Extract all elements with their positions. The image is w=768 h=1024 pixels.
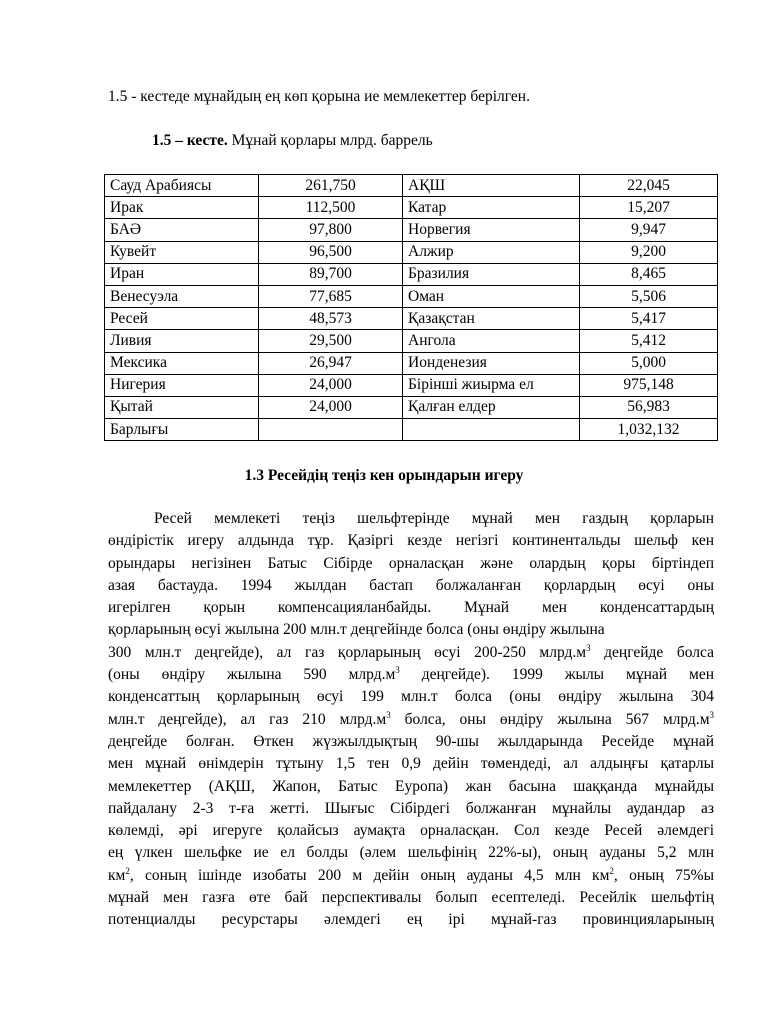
country-cell: Ливия — [105, 330, 259, 352]
table-row — [105, 175, 718, 197]
superscript-2: 2 — [609, 865, 614, 876]
country-cell: БАӘ — [105, 219, 259, 241]
paragraph-line: қорларының өсуі жылына 200 млн.т деңгейінде болса (оны өндіру жылына — [108, 621, 605, 639]
paragraph-line: деңгейде болған. Өткен жүзжылдықтың 90-шы жылдарында Ресейде мұнай — [108, 732, 714, 750]
superscript-2: 2 — [125, 865, 130, 876]
body-paragraph — [108, 508, 714, 932]
paragraph-line: игерілген қорын компенсацияланбайды. Мұнай мен конденсаттардың — [108, 599, 714, 617]
country-cell: Венесуэла — [105, 285, 259, 307]
reserve-cell: 97,800 — [259, 219, 403, 241]
country-cell: Иран — [105, 263, 259, 285]
reserve-cell: 24,000 — [259, 374, 403, 396]
paragraph-line: потенциалды ресурстары әлемдегі ең ірі мұнай-газ провинцияларының — [108, 911, 714, 929]
country-cell: Оман — [403, 285, 580, 307]
reserve-cell — [259, 419, 403, 441]
table-caption — [152, 132, 433, 150]
paragraph-line: 300 млн.т деңгейде), ал газ қорларының өсуі 200-250 $млрд.м^3$ деңгейде болса — [108, 642, 714, 661]
table-row — [105, 241, 718, 263]
reserve-cell: 5,506 — [580, 285, 718, 307]
reserve-cell: 89,700 — [259, 263, 403, 285]
table-row — [105, 419, 718, 441]
table-caption-text: Мұнай қорлары млрд. баррель — [227, 132, 433, 149]
country-cell: Ирак — [105, 197, 259, 219]
country-cell: АҚШ — [403, 175, 580, 197]
superscript-3: 3 — [709, 709, 715, 720]
country-cell: Мексика — [105, 352, 259, 374]
intro-sentence: 1.5 - кестеде мұнайдың ең көп қорына ие мемлекеттер берілген. — [108, 88, 530, 105]
country-cell: Сауд Арабиясы — [105, 175, 259, 197]
reserve-cell: 26,947 — [259, 352, 403, 374]
reserve-cell: 9,947 — [580, 219, 718, 241]
paragraph-line: мен мұнай өнімдерін тұтыну 1,5 тен 0,9 дейін төмендеді, ал алдыңғы қатарлы — [108, 755, 714, 773]
reserve-cell: 1,032,132 — [580, 419, 718, 441]
reserve-cell: 22,045 — [580, 175, 718, 197]
paragraph-line: өндірістік игеру алдында тұр. Қазіргі кезде негізгі континентальды шельф кен — [108, 532, 714, 550]
country-cell — [403, 419, 580, 441]
reserve-cell: 24,000 — [259, 396, 403, 418]
superscript-3: 3 — [395, 664, 400, 675]
table-row — [105, 374, 718, 396]
country-cell: Алжир — [403, 241, 580, 263]
paragraph-line: мұнай мен газға өте бай перспективалы болып есептеледі. Ресейлік шельфтің — [108, 889, 714, 907]
table-row — [105, 219, 718, 241]
paragraph-line: $км^2$, соның ішінде изобаты 200 м дейін оның ауданы 4,5 млн $км^2$, оның 75%ы — [108, 865, 714, 884]
country-cell: Барлығы — [105, 419, 259, 441]
reserve-cell: 29,500 — [259, 330, 403, 352]
paragraph-line: пайдалану 2-3 т-ға жетті. Шығыс Сібірдегі болжанған мұнайлы аудандар аз — [108, 799, 714, 817]
reserve-cell: 5,412 — [580, 330, 718, 352]
country-cell: Норвегия — [403, 219, 580, 241]
country-cell: Ионденезия — [403, 352, 580, 374]
reserve-cell: 261,750 — [259, 175, 403, 197]
superscript-3: 3 — [586, 642, 591, 653]
country-cell: Қазақстан — [403, 308, 580, 330]
reserve-cell: 975,148 — [580, 374, 718, 396]
superscript-3: 3 — [386, 709, 391, 720]
country-cell: Бірінші жиырма ел — [403, 374, 580, 396]
reserve-cell: 48,573 — [259, 308, 403, 330]
section-heading: 1.3 Ресейдің теңіз кен орындарын игеру — [244, 467, 524, 484]
table-row — [105, 352, 718, 374]
reserve-cell: 96,500 — [259, 241, 403, 263]
country-cell: Нигерия — [105, 374, 259, 396]
table-row — [105, 396, 718, 418]
reserve-cell: 9,200 — [580, 241, 718, 263]
country-cell: Ресей — [105, 308, 259, 330]
reserve-cell: 56,983 — [580, 396, 718, 418]
paragraph-line: млн.т деңгейде), ал газ 210 $млрд.м^3$ болса, оны өндіру жылына 567 $млрд.м^3$ — [108, 709, 715, 728]
paragraph-line: (оны өндіру жылына 590 $млрд.м^3$ деңгейде). 1999 жылы мұнай мен — [108, 664, 714, 684]
paragraph-line: орындары негізінен Батыс Сібірде орналасқан және олардың қоры біртіндеп — [108, 554, 714, 572]
table-row — [105, 197, 718, 219]
reserve-cell: 5,000 — [580, 352, 718, 374]
paragraph-line: конденсаттың қорларының өсуі 199 млн.т болса (оны өндіру жылына 304 — [108, 688, 714, 706]
reserve-cell: 5,417 — [580, 308, 718, 330]
table-caption-label: 1.5 – кесте. — [152, 132, 228, 149]
country-cell: Бразилия — [403, 263, 580, 285]
reserve-cell: 15,207 — [580, 197, 718, 219]
paragraph-line: Ресей мемлекеті теңіз шельфтерінде мұнай мен газдың қорларын — [154, 510, 714, 527]
paragraph-line: азая бастауда. 1994 жылдан бастап болжаланған қорлардың өсуі оны — [108, 576, 714, 594]
country-cell: Қытай — [105, 396, 259, 418]
reserve-cell: 8,465 — [580, 263, 718, 285]
paragraph-line: мемлекеттер (АҚШ, Жапон, Батыс Еуропа) жан басына шаққанда мұнайды — [108, 777, 714, 795]
oil-reserves-table — [104, 174, 718, 441]
table-row — [105, 308, 718, 330]
reserve-cell: 77,685 — [259, 285, 403, 307]
reserve-cell: 112,500 — [259, 197, 403, 219]
paragraph-line: ең үлкен шельфке ие ел болды (әлем шельфінің 22%-ы), оның ауданы 5,2 млн — [108, 844, 714, 862]
country-cell: Катар — [403, 197, 580, 219]
country-cell: Кувейт — [105, 241, 259, 263]
country-cell: Ангола — [403, 330, 580, 352]
table-row — [105, 330, 718, 352]
table-row — [105, 263, 718, 285]
paragraph-line: көлемді, әрі игеруге қолайсыз аумақта орналасқан. Сол кезде Ресей әлемдегі — [108, 822, 714, 840]
country-cell: Қалған елдер — [403, 396, 580, 418]
table-row — [105, 285, 718, 307]
